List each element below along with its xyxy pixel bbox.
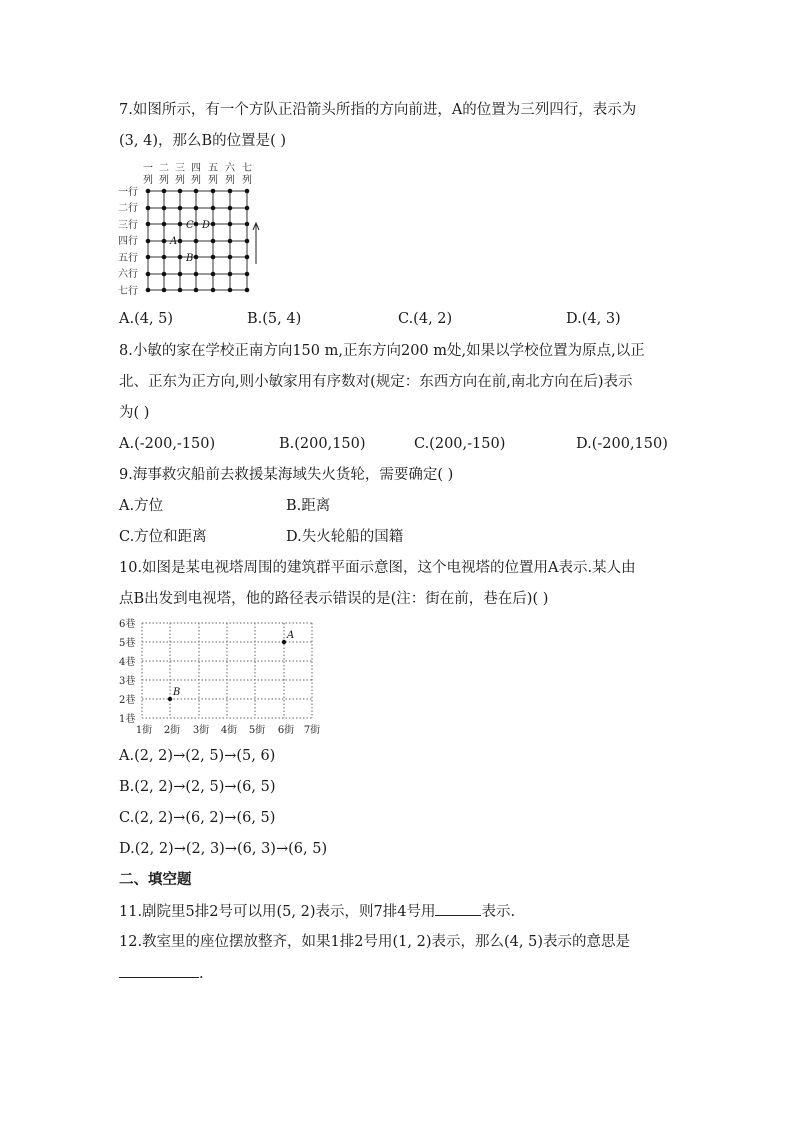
street-label: 7街 [303,725,321,736]
q11-text [119,901,515,922]
q10-text-line2: 点B出发到电视塔，他的路径表示错误的是(注：街在前，巷在后)( ) [119,591,549,607]
q8-text-line1: 8.小敏的家在学校正南方向150 m,正东方向200 m处,如果以学校位置为原点,以正 [119,343,645,359]
q9-text-line1: 9.海事救灾船前去救援某海域失火货轮，需要确定( ) [119,467,454,483]
q12-answer-blank[interactable] [119,963,199,978]
row-label: 一行 [118,187,138,198]
section-heading: 二、填空题 [119,871,192,888]
col-header: 列 [159,175,169,186]
col-header: 五 [208,163,218,174]
col-header: 列 [242,175,252,186]
q11-answer-blank[interactable] [435,901,481,916]
q9-option-c: C.方位和距离 [119,529,207,545]
street-label: 6街 [277,725,295,736]
q10-option-a: A.(2, 2)→(2, 5)→(5, 6) [119,748,276,764]
col-header: 列 [225,175,235,186]
q10-street-map-figure [116,617,326,737]
q7-option-b: B.(5, 4) [247,311,302,327]
col-header: 三 [175,163,185,174]
row-label: 五行 [118,253,138,264]
col-header: 列 [208,175,218,186]
col-header: 六 [225,163,235,174]
point-a [282,640,286,644]
street-label: 1街 [135,725,153,736]
q12-text-end: . [199,966,204,982]
q9-option-a: A.方位 [119,498,164,514]
lane-label: 5巷 [119,638,136,649]
q10-option-d: D.(2, 2)→(2, 3)→(6, 3)→(6, 5) [119,841,328,857]
q12-text-line1: 12.教室里的座位摆放整齐，如果1排2号用(1, 2)表示，那么(4, 5)表示的意思是 [119,934,630,950]
q7-option-c: C.(4, 2) [398,311,453,327]
col-header: 列 [175,175,185,186]
row-label: 四行 [118,236,138,247]
row-label: 二行 [118,203,138,214]
q7-option-d: D.(4, 3) [566,311,621,327]
row-label: 三行 [118,220,138,231]
row-label: 六行 [118,269,138,280]
q8-text-line2: 北、正东为正方向,则小敏家用有序数对(规定：东西方向在前,南北方向在后)表示 [119,374,633,390]
q7-formation-figure [116,160,266,300]
lane-label: 2巷 [119,695,136,706]
lane-label: 1巷 [119,714,136,725]
col-header: 一 [143,163,153,174]
q8-option-c: C.(200,-150) [414,436,506,452]
street-label: 5街 [248,725,266,736]
row-label: 七行 [118,286,138,297]
point-b [168,697,172,701]
q9-option-d: D.失火轮船的国籍 [286,529,404,545]
q8-option-d: D.(-200,150) [576,436,668,452]
street-label: 2街 [163,725,181,736]
q10-option-b: B.(2, 2)→(2, 5)→(6, 5) [119,779,276,795]
q7-text-line1: 7.如图所示，有一个方队正沿箭头所指的方向前进，A的位置为三列四行，表示为 [119,102,637,118]
street-label: 4街 [220,725,238,736]
col-header: 列 [143,175,153,186]
point-label-c: C [186,220,194,231]
lane-label: 6巷 [119,619,136,630]
col-header: 列 [191,175,201,186]
street-label: 3街 [192,725,210,736]
lane-label: 3巷 [119,676,136,687]
point-label-a: A [170,236,178,247]
direction-arrow-icon [253,223,259,264]
q8-option-b: B.(200,150) [279,436,366,452]
q12-text-line2 [119,963,204,984]
point-label-b: B [186,253,194,264]
q7-text-line2: (3, 4)，那么B的位置是( ) [119,133,287,149]
q8-text-line3: 为( ) [119,405,150,421]
q11-text-after: 表示. [481,904,516,920]
q10-option-c: C.(2, 2)→(6, 2)→(6, 5) [119,810,276,826]
q7-option-a: A.(4, 5) [119,311,174,327]
lane-label: 4巷 [119,657,136,668]
col-header: 二 [159,163,169,174]
col-header: 七 [242,163,252,174]
point-label-b: B [173,687,181,698]
point-label-d: D [202,220,211,231]
col-header: 四 [191,163,201,174]
q11-text-before: 11.剧院里5排2号可以用(5, 2)表示，则7排4号用 [119,904,436,920]
q9-option-b: B.距离 [286,498,331,514]
q8-option-a: A.(-200,-150) [119,436,216,452]
point-label-a: A [287,630,295,641]
q10-text-line1: 10.如图是某电视塔周围的建筑群平面示意图，这个电视塔的位置用A表示.某人由 [119,560,636,576]
